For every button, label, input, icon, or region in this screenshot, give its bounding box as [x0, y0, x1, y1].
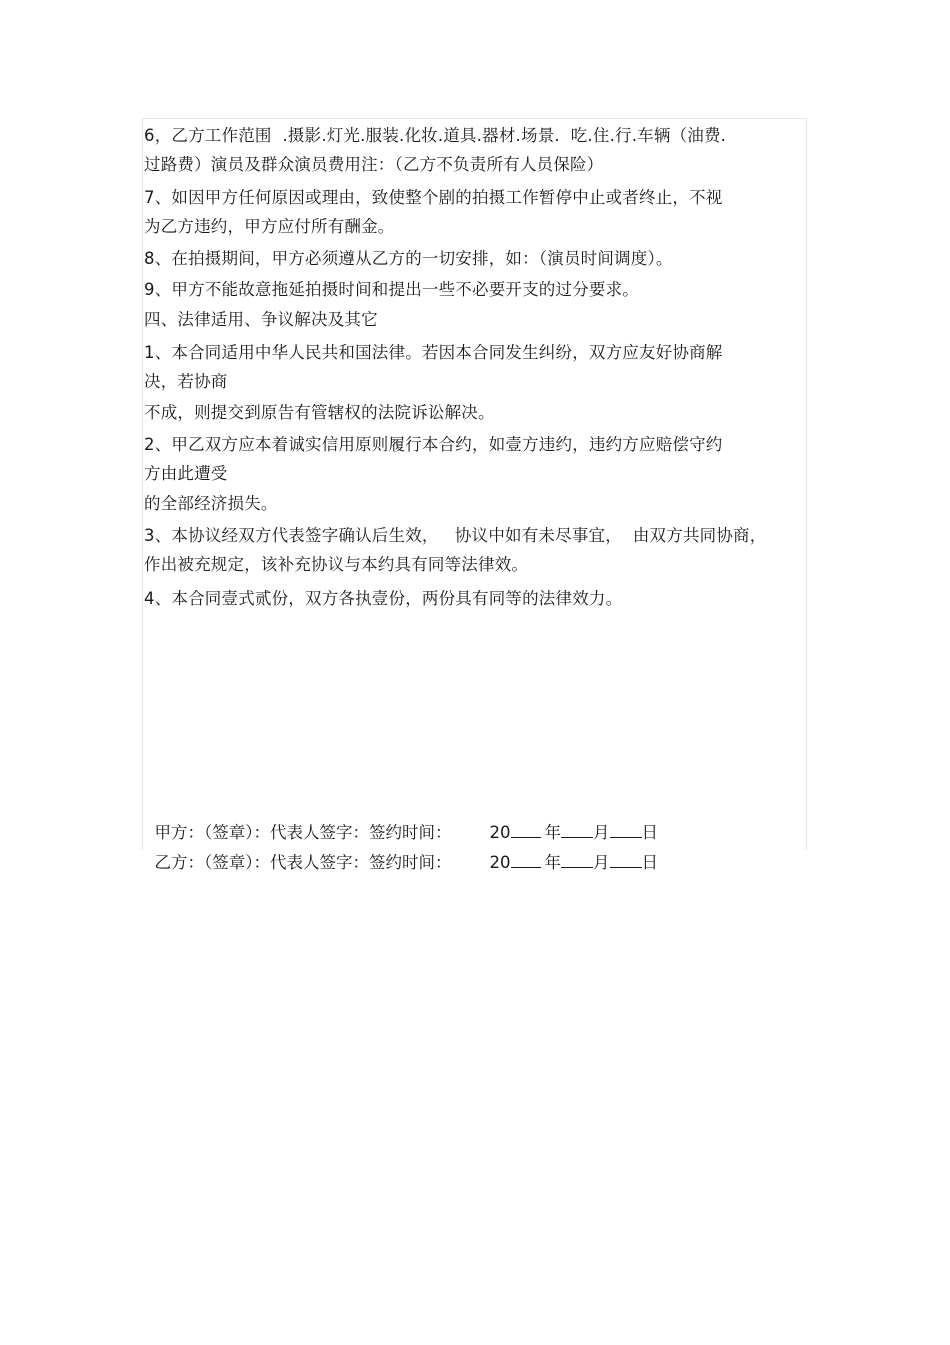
clause-6-line-1: 6，乙方工作范围 .摄影.灯光.服装.化妆.道具.器材.场景. 吃.住.行.车辆（油费. [144, 126, 727, 145]
party-b-day-blank[interactable] [610, 853, 642, 868]
section-4-item-2-line-1: 2、甲乙双方应本着诚实信用原则履行本合约，如壹方违约，违约方应赔偿守约 [144, 435, 723, 454]
party-b-year-label: 年 [544, 853, 561, 872]
section-4-item-1-line-2: 决，若协商 [144, 372, 228, 391]
party-b-year-blank[interactable] [511, 853, 541, 868]
party-a-day-label: 日 [641, 823, 658, 842]
clause-8: 8、在拍摄期间，甲方必须遵从乙方的一切安排，如：（演员时间调度）。 [144, 249, 673, 268]
party-b-month-blank[interactable] [561, 853, 593, 868]
clause-9: 9、甲方不能故意拖延拍摄时间和提出一些不必要开支的过分要求。 [144, 280, 639, 299]
section-4-heading: 四、法律适用、争议解决及其它 [144, 310, 378, 329]
party-b-signature-row [144, 830, 658, 874]
party-b-month-label: 月 [593, 853, 610, 872]
section-4-item-3-line-1: 3、本协议经双方代表签字确认后生效， 协议中如有未尽事宜， 由双方共同协商， [144, 526, 767, 545]
party-b-signature-label: 乙方：（签章）：代表人签字：签约时间： [154, 853, 452, 872]
party-b-year-prefix: 20 [489, 853, 511, 872]
clause-7-line-1: 7、如因甲方任何原因或理由，致使整个剧的拍摄工作暂停中止或者终止，不视 [144, 188, 723, 207]
party-a-year-label: 年 [544, 823, 561, 842]
party-b-day-label: 日 [641, 853, 658, 872]
party-a-signature-label: 甲方：（签章）：代表人签字：签约时间： [154, 823, 452, 842]
section-4-item-2-line-2: 方由此遭受 [144, 464, 228, 483]
section-4-item-4: 4、本合同壹式贰份，双方各执壹份，两份具有同等的法律效力。 [144, 589, 623, 608]
section-4-item-1-line-3: 不成，则提交到原告有管辖权的法院诉讼解决。 [144, 403, 495, 422]
clause-6-line-2: 过路费）演员及群众演员费用注：（乙方不负责所有人员保险） [144, 155, 604, 174]
section-4-item-1-line-1: 1、本合同适用中华人民共和国法律。若因本合同发生纠纷，双方应友好协商解 [144, 343, 723, 362]
party-a-month-label: 月 [593, 823, 610, 842]
section-4-item-2-line-3: 的全部经济损失。 [144, 494, 278, 513]
clause-7-line-2: 为乙方违约，甲方应付所有酬金。 [144, 217, 395, 236]
party-a-year-prefix: 20 [489, 823, 511, 842]
section-4-item-3-line-2: 作出被充规定，该补充协议与本约具有同等法律效。 [144, 555, 529, 574]
